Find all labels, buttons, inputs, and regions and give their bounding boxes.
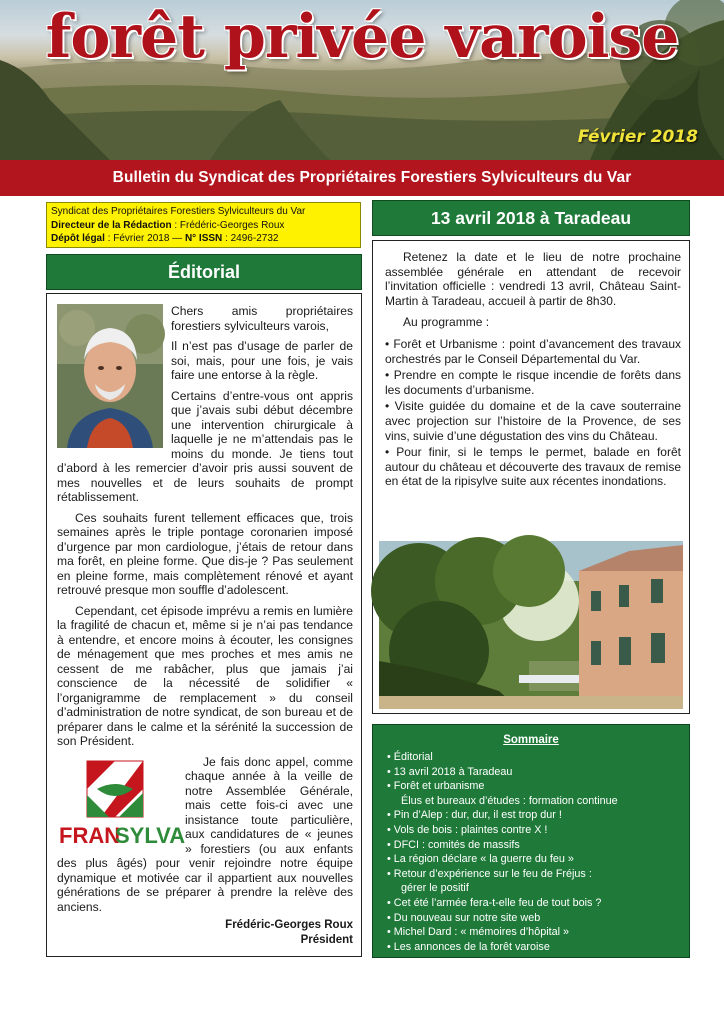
sommaire-subitem: gérer le positif — [401, 882, 469, 895]
editorial-paragraph: Il n’est pas d’usage de parler de soi, mais, pour une fois, je vais faire une entorse à la règle. — [171, 339, 353, 382]
editorial-signature — [225, 918, 353, 948]
info-line-director: Directeur de la Rédaction : Frédéric-Georges Roux — [51, 219, 285, 231]
event-box — [372, 240, 690, 714]
portrait-illustration — [57, 304, 163, 448]
masthead-banner — [0, 0, 724, 160]
programme-item: • Visite guidée du domaine et de la cave souterraine avec projection sur l’histoire de la Provence, de ses vins, suivie d’une dégustation des vins du Château. — [385, 399, 681, 443]
fransylva-logo-mark — [57, 759, 186, 848]
sommaire-item: • Éditorial — [387, 750, 689, 765]
editorial-heading: Éditorial — [46, 254, 362, 290]
programme-item: • Prendre en compte le risque incendie de forêts dans les documents d’urbanisme. — [385, 368, 681, 397]
signature-name: Frédéric-Georges Roux — [225, 919, 353, 931]
signature-title: Président — [300, 934, 353, 946]
info-line-depot: Dépôt légal : Février 2018 — N° ISSN : 2496-2732 — [51, 233, 279, 244]
sommaire-item: • Vols de bois : plaintes contre X ! — [387, 823, 689, 838]
event-text — [385, 250, 681, 491]
editorial-box — [46, 293, 362, 957]
logo-text-fran: FRAN — [59, 822, 121, 848]
fransylva-logo — [57, 759, 186, 848]
publication-title: forêt privée varoise — [45, 2, 679, 72]
sommaire-item: • Retour d’expérience sur le feu de Fréjus : gérer le positif — [387, 867, 689, 896]
editorial-paragraph: Certains d’entre-vous ont appris que j’avais subi début décembre une intervention chirurgicale à laquelle je ne m’attendais pas le moins du monde. Je tiens tout d’abord à les remercier d’avoir pris aussi souvent de mes nouvelles et de leurs souhaits de prompt rétablissement. — [57, 388, 353, 504]
publication-info-box — [46, 202, 361, 248]
info-line-syndicate: Syndicat des Propriétaires Forestiers Sylviculteurs du Var — [51, 206, 306, 217]
programme-label: Au programme : — [403, 315, 490, 330]
sommaire-heading: Sommaire — [503, 734, 559, 746]
programme-list — [385, 337, 681, 489]
sommaire-item: • La région déclare « la guerre du feu » — [387, 852, 689, 867]
bulletin-subtitle: Bulletin du Syndicat des Propriétaires Forestiers Sylviculteurs du Var — [112, 169, 632, 186]
programme-item: • Forêt et Urbanisme : point d’avancement des travaux orchestrés par le Conseil Départemental du Var. — [385, 337, 681, 366]
table-of-contents — [372, 724, 690, 958]
sommaire-item: • Michel Dard : « mémoires d’hôpital » — [387, 925, 689, 940]
sommaire-item: • Du nouveau sur notre site web — [387, 911, 689, 926]
sommaire-item: • DFCI : comités de massifs — [387, 838, 689, 853]
chateau-photo — [379, 541, 683, 709]
event-heading: 13 avril 2018 à Taradeau — [372, 200, 690, 236]
editorial-paragraph: Ces souhaits furent tellement efficaces que, trois semaines après le triple pontage coronarien imposé d’urgence par mon cardiologue, j’étais de retour dans ma forêt, en pleine forme. Que dis-je ? Pas seulement en pleine forme, mais complètement rénové et ayant retrouvé presque mon souffle d’adolescent. — [57, 510, 353, 597]
editorial-paragraph: Cependant, cet épisode imprévu a remis en lumière la fragilité de chacun et, même si je n’ai pas tendance à entendre, et encore moins à écouter, les consignes de ménagement que mes proches et mes amis ne cessent de me rabâcher, plus que jamais j’ai conscience de la nécessité de solidifier « l’organigramme de remplacement » du conseil d’administration de notre syndicat, de son bureau et de préparer dans le calme et la sérénité la succession de son Président. — [57, 603, 353, 748]
event-intro: Retenez la date et le lieu de notre prochaine assemblée générale en attendant de recevoir l’invitation officielle : vendredi 13 avril, Château Saint-Martin à Taradeau, accueil à partir de 8h30. — [385, 250, 681, 308]
sommaire-item: • Pin d’Alep : dur, dur, il est trop dur ! — [387, 808, 689, 823]
editorial-paragraph: Chers amis propriétaires forestiers sylviculteurs varois, — [171, 304, 353, 333]
sommaire-item: • Les annonces de la forêt varoise — [387, 940, 689, 955]
editorial-paragraph: Je fais donc appel, comme chaque année à la veille de notre Assemblée Générale, mais cette fois-ci avec une insistance toute particulière, aux candidatures de « jeunes » forestiers (ou aux enfants des plus âgés) pour venir rejoindre notre équipe dynamique et motivée car il appartient aux nouvelles générations de se préparer à prendre la relève des anciens. — [57, 754, 353, 914]
sommaire-item: • Forêt et urbanisme Élus et bureaux d’études : formation continue — [387, 779, 689, 808]
programme-item: • Pour finir, si le temps le permet, balade en forêt autour du château et découverte des travaux de remise en état de la ripisylve suite aux récentes inondations. — [385, 445, 681, 489]
sommaire-item: • 13 avril 2018 à Taradeau — [387, 765, 689, 780]
sommaire-subitem: Élus et bureaux d’études : formation continue — [401, 794, 618, 807]
subtitle-bar — [0, 160, 724, 196]
sommaire-list — [373, 750, 689, 954]
author-portrait — [57, 304, 163, 448]
logo-text-sylva: SYLVA — [115, 822, 186, 848]
sommaire-item: • Cet été l’armée fera-t-elle feu de tout bois ? — [387, 896, 689, 911]
issue-date: Février 2018 — [577, 127, 698, 147]
chateau-illustration — [379, 541, 683, 709]
editorial-text — [57, 304, 353, 920]
